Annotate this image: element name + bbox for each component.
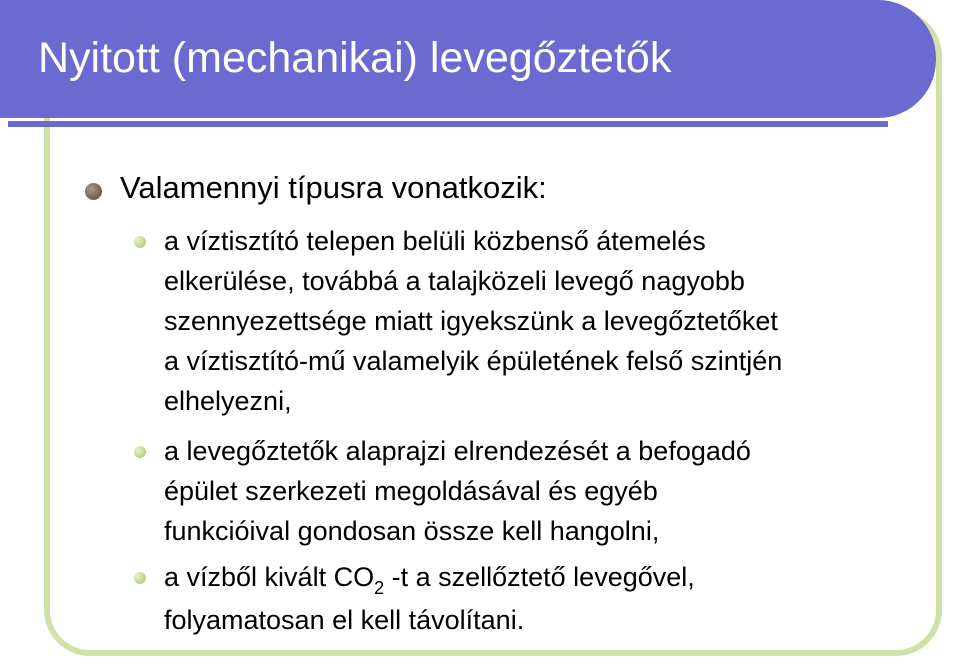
text-line: folyamatosan el kell távolítani. [164, 605, 525, 635]
text-after-co2: -t a szellőztető levegővel, [384, 562, 695, 592]
co2-text: a vízből kivált CO [164, 562, 375, 592]
text-line: épület szerkezeti megoldásával és egyéb [164, 476, 658, 506]
text-line: a víztisztító-mű valamelyik épületének felső szintjén [164, 346, 783, 376]
text-line [164, 557, 944, 600]
sub-bullet-dot-icon [134, 446, 146, 458]
list-item-text [164, 557, 944, 640]
slide-title: Nyitott (mechanikai) levegőztetők [38, 34, 672, 82]
bullet-dot-icon [85, 183, 102, 200]
sub-bullet-dot-icon [134, 236, 146, 248]
list-item-text [164, 431, 944, 551]
text-line: a víztisztító telepen belüli közbenső átemelés [164, 226, 706, 256]
main-point-text: Valamennyi típusra vonatkozik: [120, 170, 547, 205]
subscript-two: 2 [374, 578, 385, 598]
text-line: szennyezettsége miatt igyekszünk a levegőztetőket [164, 306, 778, 336]
text-line: a levegőztetők alaprajzi elrendezését a befogadó [164, 436, 751, 466]
text-line: elhelyezni, [164, 386, 292, 416]
sub-bullet-dot-icon [134, 572, 146, 584]
text-line: elkerülése, továbbá a talajközeli levegő nagyobb [164, 266, 745, 296]
text-line: funkcióival gondosan össze kell hangolni, [164, 516, 660, 546]
list-item-text [164, 221, 944, 421]
